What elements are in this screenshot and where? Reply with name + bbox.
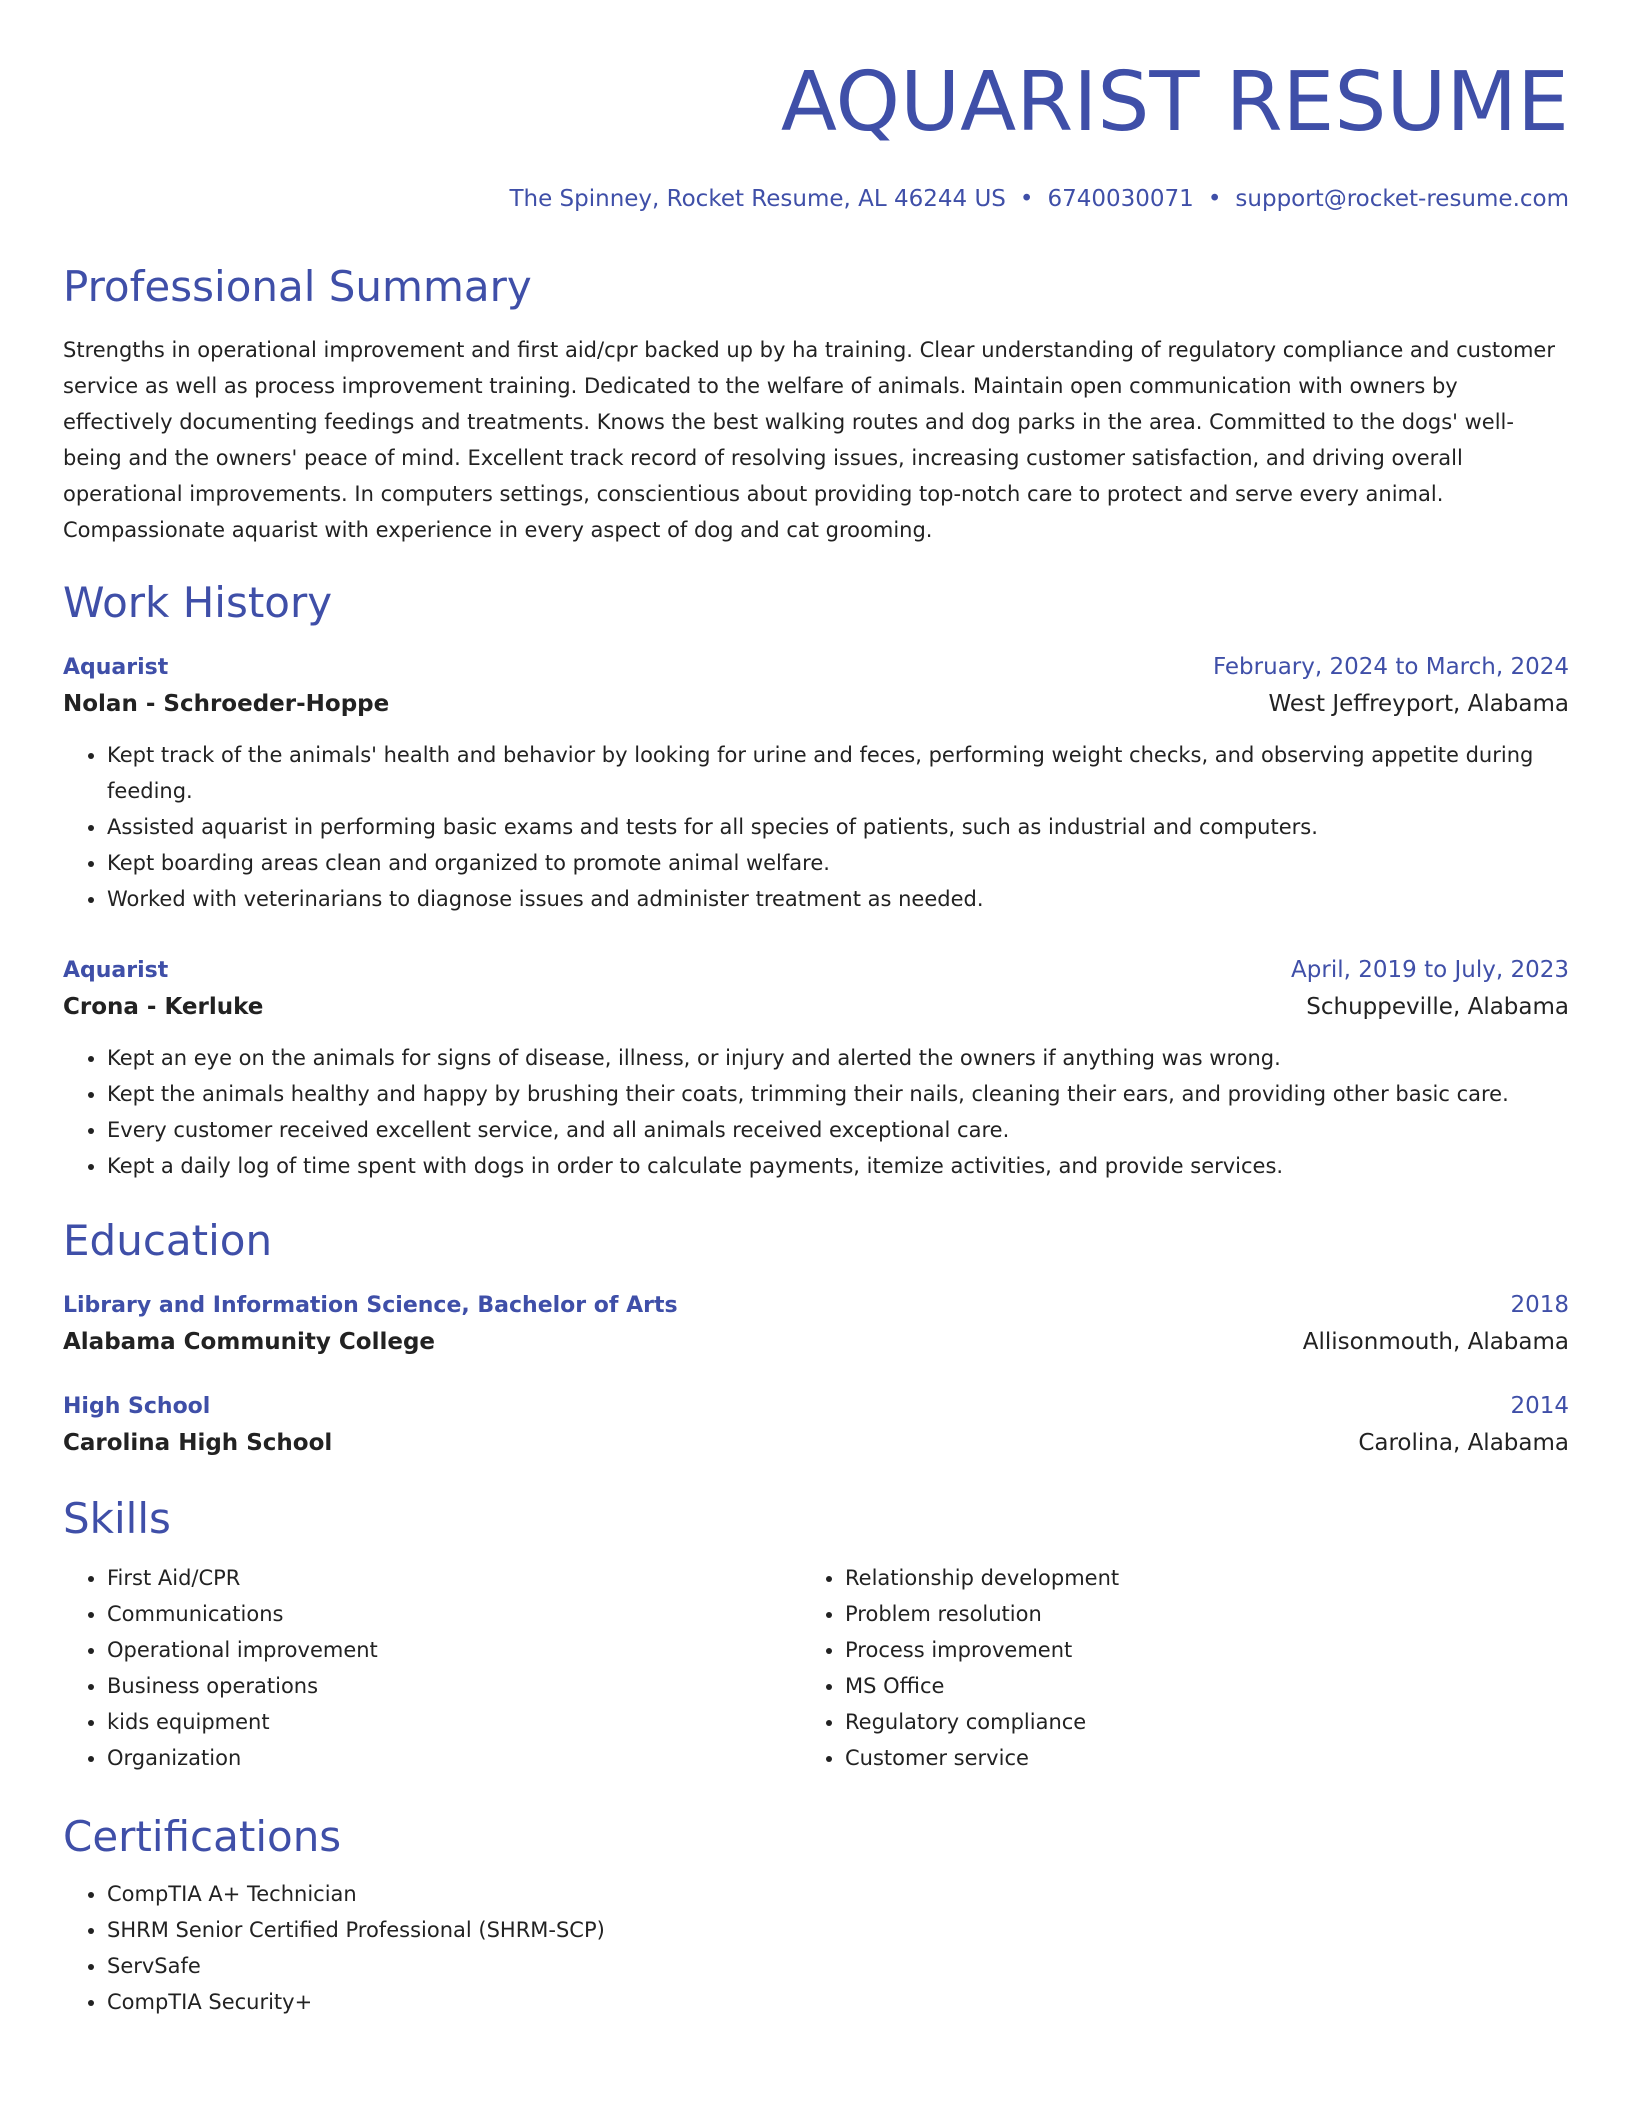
certification-item: • CompTIA A+ Technician <box>107 1876 1569 1912</box>
education-location: Allisonmouth, Alabama <box>1302 1329 1569 1355</box>
education-school: Alabama Community College <box>63 1329 436 1355</box>
skills-list-left <box>63 1560 801 1776</box>
certifications-list <box>63 1876 1569 2020</box>
education-school: Carolina High School <box>63 1430 333 1456</box>
education-degree: High School <box>63 1394 211 1419</box>
job-company: Crona - Kerluke <box>63 994 264 1020</box>
summary-heading: Professional Summary <box>63 262 532 311</box>
job-role: Aquarist <box>63 958 169 983</box>
resume-title: AQUARIST RESUME <box>780 55 1569 150</box>
job-bullet: • Kept track of the animals' health and behavior by looking for urine and feces, performing weight checks, and observing appetite during feeding. <box>107 737 1569 809</box>
education-heading: Education <box>63 1216 273 1265</box>
skill-item: • Customer service <box>845 1740 1539 1776</box>
education-year: 2018 <box>1510 1292 1569 1318</box>
certification-item: • ServSafe <box>107 1948 1569 1984</box>
job-bullets <box>63 1040 1569 1184</box>
contact-separator: • <box>1207 186 1222 212</box>
skill-item: • MS Office <box>845 1668 1539 1704</box>
skill-item: • kids equipment <box>107 1704 801 1740</box>
education-year: 2014 <box>1510 1393 1569 1419</box>
skills-heading: Skills <box>63 1494 171 1543</box>
job-dates: February, 2024 to March, 2024 <box>1212 654 1569 680</box>
job-dates: April, 2019 to July, 2023 <box>1291 957 1569 983</box>
summary-text: Strengths in operational improvement and first aid/cpr backed up by ha training. Clear understanding of regulatory compliance and customer service as well as process improvement training. Dedicated to the welfare of animals. Maintain open communication with owners by effectively documenting feedings and treatments. Knows the best walking routes and dog parks in the area. Committed to the dogs' well-being and the owners' peace of mind. Excellent track record of resolving issues, increasing customer satisfaction, and driving overall operational improvements. In computers settings, conscientious about providing top-notch care to protect and serve every animal. Compassionate aquarist with experience in every aspect of dog and cat grooming. <box>63 338 1555 542</box>
job-bullet: • Kept boarding areas clean and organized to promote animal welfare. <box>107 845 1569 881</box>
contact-email: support@rocket-resume.com <box>1235 186 1569 212</box>
job-bullet: • Every customer received excellent service, and all animals received exceptional care. <box>107 1112 1569 1148</box>
work-history-heading: Work History <box>63 578 333 627</box>
job-bullet: • Kept an eye on the animals for signs of disease, illness, or injury and alerted the owners if anything was wrong. <box>107 1040 1569 1076</box>
skill-item: • Organization <box>107 1740 801 1776</box>
skill-item: • Communications <box>107 1596 801 1632</box>
skill-item: • Problem resolution <box>845 1596 1539 1632</box>
job-location: Schuppeville, Alabama <box>1306 994 1569 1020</box>
contact-phone: 6740030071 <box>1047 186 1194 212</box>
skills-list-right <box>801 1560 1539 1776</box>
skill-item: • Regulatory compliance <box>845 1704 1539 1740</box>
contact-line <box>63 184 1569 214</box>
certification-item: • SHRM Senior Certified Professional (SHRM-SCP) <box>107 1912 1569 1948</box>
job-location: West Jeffreyport, Alabama <box>1268 691 1569 717</box>
job-bullets <box>63 737 1569 917</box>
job-bullet: • Assisted aquarist in performing basic exams and tests for all species of patients, such as industrial and computers. <box>107 809 1569 845</box>
contact-separator: • <box>1019 186 1034 212</box>
job-bullet: • Kept a daily log of time spent with dogs in order to calculate payments, itemize activities, and provide services. <box>107 1148 1569 1184</box>
skill-item: • Business operations <box>107 1668 801 1704</box>
job-bullet: • Kept the animals healthy and happy by brushing their coats, trimming their nails, cleaning their ears, and providing other basic care. <box>107 1076 1569 1112</box>
skill-item: • Process improvement <box>845 1632 1539 1668</box>
skill-item: • Operational improvement <box>107 1632 801 1668</box>
education-degree: Library and Information Science, Bachelor of Arts <box>63 1293 678 1318</box>
education-entry <box>63 1389 1569 1462</box>
skills-columns <box>63 1560 1569 1776</box>
education-location: Carolina, Alabama <box>1358 1430 1569 1456</box>
job-company: Nolan - Schroeder-Hoppe <box>63 691 390 717</box>
certification-item: • CompTIA Security+ <box>107 1984 1569 2020</box>
contact-address: The Spinney, Rocket Resume, AL 46244 US <box>509 186 1006 212</box>
job-role: Aquarist <box>63 655 169 680</box>
certifications-heading: Certifications <box>63 1812 342 1861</box>
job-entry <box>63 953 1569 1184</box>
education-entry <box>63 1288 1569 1361</box>
skill-item: • First Aid/CPR <box>107 1560 801 1596</box>
job-bullet: • Worked with veterinarians to diagnose issues and administer treatment as needed. <box>107 881 1569 917</box>
job-entry <box>63 650 1569 917</box>
skill-item: • Relationship development <box>845 1560 1539 1596</box>
